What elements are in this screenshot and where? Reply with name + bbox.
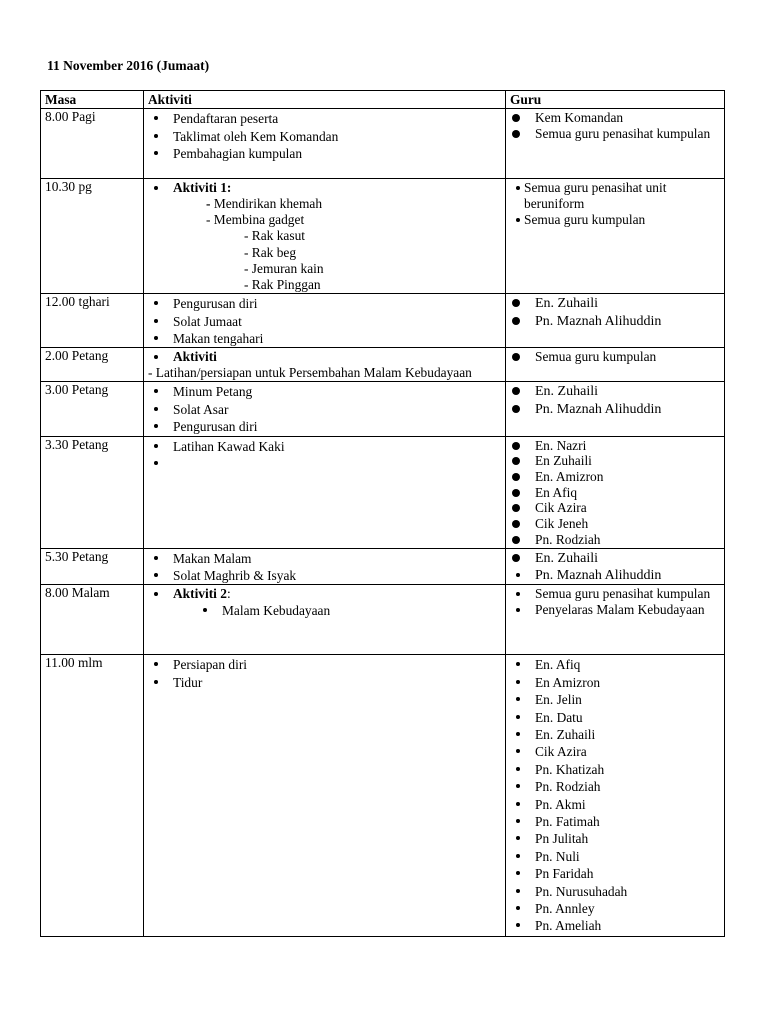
list-item: Solat Jumaat xyxy=(148,313,501,330)
list-item: Pn. Rodziah xyxy=(510,778,720,795)
list-item: Kem Komandan xyxy=(510,110,720,126)
table-header-row xyxy=(41,91,725,109)
activity-cell xyxy=(144,585,506,655)
table-row xyxy=(41,382,725,436)
list-item: Minum Petang xyxy=(148,383,501,400)
activity-cell xyxy=(144,348,506,382)
teacher-cell xyxy=(506,179,725,294)
list-item: Cik Azira xyxy=(510,500,720,516)
activity-cell xyxy=(144,179,506,294)
list-item: En. Amizron xyxy=(510,469,720,485)
list-item: Solat Maghrib & Isyak xyxy=(148,567,501,584)
list-item: Cik Jeneh xyxy=(510,516,720,532)
list-item: En Afiq xyxy=(510,485,720,501)
list-item: Makan tengahari xyxy=(148,330,501,347)
list-item: Solat Asar xyxy=(148,401,501,418)
list-item: En. Jelin xyxy=(510,691,720,708)
dash-marker: - xyxy=(206,195,211,211)
table-row xyxy=(41,109,725,179)
activity-cell xyxy=(144,109,506,179)
list-item: Pn. Nuli xyxy=(510,848,720,865)
time-cell: 8.00 Pagi xyxy=(41,109,144,179)
time-cell: 11.00 mlm xyxy=(41,655,144,937)
teacher-cell xyxy=(506,655,725,937)
header-masa: Masa xyxy=(41,91,144,109)
activity-heading-suffix: : xyxy=(226,586,231,602)
list-item: En. Nazri xyxy=(510,438,720,454)
time-cell: 2.00 Petang xyxy=(41,348,144,382)
activity-cell xyxy=(144,382,506,436)
table-row xyxy=(41,294,725,348)
list-item: En. Zuhaili xyxy=(510,295,720,312)
activity-subsub-item: - Rak kasut xyxy=(244,228,305,244)
teacher-cell xyxy=(506,585,725,655)
activity-cell xyxy=(144,548,506,585)
list-item: Cik Azira xyxy=(510,743,720,760)
list-item: Pendaftaran peserta xyxy=(148,110,501,127)
list-item: Pn. Maznah Alihuddin xyxy=(510,401,720,418)
time-cell: 3.00 Petang xyxy=(41,382,144,436)
table-row xyxy=(41,585,725,655)
list-item: Pn. Nurusuhadah xyxy=(510,883,720,900)
list-item: Pn. Rodziah xyxy=(510,532,720,548)
teacher-cell xyxy=(506,436,725,548)
list-item-empty xyxy=(148,455,501,472)
list-item: Semua guru penasihat unit beruniform xyxy=(510,180,720,211)
list-item: Pembahagian kumpulan xyxy=(148,145,501,162)
header-aktiviti: Aktiviti xyxy=(144,91,506,109)
time-cell: 10.30 pg xyxy=(41,179,144,294)
activity-subsub-item: - Rak Pinggan xyxy=(244,276,321,292)
list-item: En. Zuhaili xyxy=(510,383,720,400)
activity-sub-item: - Membina gadget xyxy=(206,212,305,228)
list-item: Persiapan diri xyxy=(148,656,501,673)
list-item: En. Zuhaili xyxy=(510,550,720,567)
teacher-cell xyxy=(506,294,725,348)
list-item: Malam Kebudayaan xyxy=(197,602,501,619)
teacher-cell xyxy=(506,348,725,382)
list-item: En Amizron xyxy=(510,674,720,691)
activity-cell xyxy=(144,655,506,937)
schedule-table xyxy=(40,90,725,937)
list-item: Pn. Akmi xyxy=(510,796,720,813)
list-item: Pengurusan diri xyxy=(148,295,501,312)
activity-heading: Aktiviti xyxy=(148,349,501,365)
header-guru: Guru xyxy=(506,91,725,109)
list-item: Pn. Fatimah xyxy=(510,813,720,830)
list-item: Pn. Annley xyxy=(510,900,720,917)
list-item: Penyelaras Malam Kebudayaan xyxy=(510,602,720,618)
teacher-cell xyxy=(506,109,725,179)
list-item: Makan Malam xyxy=(148,550,501,567)
list-item: Semua guru penasihat kumpulan xyxy=(510,586,720,602)
list-item: Taklimat oleh Kem Komandan xyxy=(148,128,501,145)
activity-cell xyxy=(144,436,506,548)
list-item: Tidur xyxy=(148,674,501,691)
time-cell: 5.30 Petang xyxy=(41,548,144,585)
table-row xyxy=(41,436,725,548)
table-row xyxy=(41,179,725,294)
activity-cell xyxy=(144,294,506,348)
activity-note: - Latihan/persiapan untuk Persembahan Malam Kebudayaan xyxy=(148,365,472,381)
list-item: Pn Faridah xyxy=(510,865,720,882)
list-item: Semua guru kumpulan xyxy=(510,349,720,365)
list-item: Semua guru penasihat kumpulan xyxy=(510,126,720,142)
table-row xyxy=(41,348,725,382)
activity-subsub-item: - Rak beg xyxy=(244,244,297,260)
list-item: Pn Julitah xyxy=(510,830,720,847)
table-row xyxy=(41,655,725,937)
activity-heading-text: Aktiviti 2 xyxy=(173,586,227,602)
list-item: Latihan Kawad Kaki xyxy=(148,438,501,455)
list-item: En. Zuhaili xyxy=(510,726,720,743)
activity-subsub-item: - Jemuran kain xyxy=(244,260,324,276)
time-cell: 8.00 Malam xyxy=(41,585,144,655)
list-item: Pn. Maznah Alihuddin xyxy=(510,567,720,584)
list-item: Semua guru kumpulan xyxy=(510,212,720,228)
list-item: Pengurusan diri xyxy=(148,418,501,435)
table-row xyxy=(41,548,725,585)
list-item: Pn. Ameliah xyxy=(510,917,720,934)
teacher-cell xyxy=(506,548,725,585)
activity-sub xyxy=(148,196,501,212)
time-cell: 12.00 tghari xyxy=(41,294,144,348)
teacher-cell xyxy=(506,382,725,436)
list-item: En. Datu xyxy=(510,709,720,726)
list-item: Pn. Khatizah xyxy=(510,761,720,778)
activity-heading xyxy=(148,586,501,602)
list-item: En. Afiq xyxy=(510,656,720,673)
list-item: Pn. Maznah Alihuddin xyxy=(510,313,720,330)
page-title: 11 November 2016 (Jumaat) xyxy=(47,58,210,73)
activity-sub-item: Mendirikan khemah xyxy=(213,195,323,211)
list-item: En Zuhaili xyxy=(510,453,720,469)
activity-heading: Aktiviti 1: xyxy=(148,180,501,196)
time-cell: 3.30 Petang xyxy=(41,436,144,548)
